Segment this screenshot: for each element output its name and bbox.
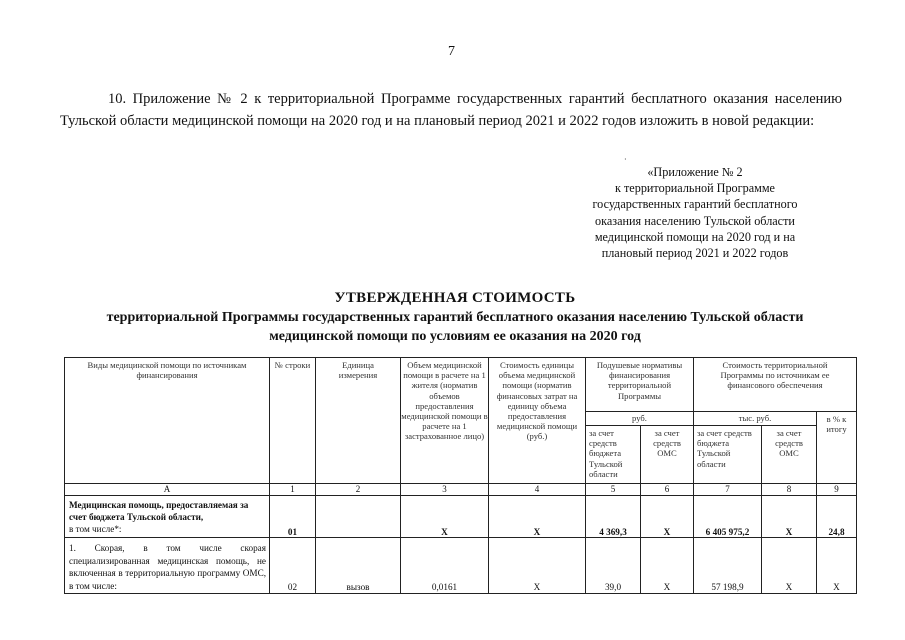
table-row (65, 538, 857, 594)
row-number: 01 (270, 496, 316, 538)
table-row (65, 496, 857, 538)
header-volume: Объем медицинской помощи в расчете на 1 жителя (норматив объемов предоставления медицинской помощи в расчете на 1 застрахованное лицо) (401, 358, 489, 484)
row-pct: Х (817, 538, 857, 594)
row-unit (316, 496, 401, 538)
row-pc-oms: Х (641, 538, 694, 594)
index-cell: 6 (641, 484, 694, 496)
header-oms: за счет средств ОМС (641, 426, 694, 484)
intro-text: 10. Приложение № 2 к территориальной Программе государственных гарантий бесплатного оказания населению Тульской области медицинской помощи на 2020 год и на плановый период 2021 и 2022 годов изложить в новой редакции: (60, 91, 842, 129)
index-cell: 3 (401, 484, 489, 496)
row-c-budget: 6 405 975,2 (694, 496, 762, 538)
row-volume: Х (401, 496, 489, 538)
header-budget: за счет средств бюджета Тульской области (586, 426, 641, 484)
row-name-tail: в том числе*: (69, 524, 122, 534)
header-oms-thous: за счет средств ОМС (762, 426, 817, 484)
title-main: УТВЕРЖДЕННАЯ СТОИМОСТЬ (334, 290, 576, 306)
index-cell: 1 (270, 484, 316, 496)
cost-table (64, 357, 857, 594)
row-name (65, 496, 270, 538)
appendix-line: плановый период 2021 и 2022 годов (601, 246, 789, 261)
appendix-line: к территориальной Программе (615, 181, 775, 196)
header-row-no: № строки (270, 358, 316, 484)
row-cost: Х (489, 496, 586, 538)
appendix-line: медицинской помощи на 2020 год и на (594, 229, 796, 244)
row-pc-oms: Х (641, 496, 694, 538)
appendix-line: государственных гарантий бесплатного (592, 197, 798, 212)
index-cell: 2 (316, 484, 401, 496)
row-pc-budget: 4 369,3 (586, 496, 641, 538)
row-c-oms: Х (762, 496, 817, 538)
appendix-line: «Приложение № 2 (647, 165, 743, 179)
index-cell: 8 (762, 484, 817, 496)
header-types: Виды медицинской помощи по источникам финансирования (65, 358, 270, 484)
header-cost-unit: Стоимость единицы объема медицинской помощи (норматив финансовых затрат на единицу объема предоставления медицинской помощи (руб.) (489, 358, 586, 484)
index-cell: 5 (586, 484, 641, 496)
header-percent: в % к итогу (817, 412, 857, 484)
document-title (60, 289, 850, 346)
index-cell: 4 (489, 484, 586, 496)
row-c-budget: 57 198,9 (694, 538, 762, 594)
header-rub: руб. (586, 412, 694, 426)
header-thous-rub: тыс. руб. (694, 412, 817, 426)
row-cost: Х (489, 538, 586, 594)
header-unit: Единица измерения (316, 358, 401, 484)
row-name-text: Медицинская помощь, предоставляемая за счет бюджета Тульской области, (69, 500, 249, 522)
header-budget-thous: за счет средств бюджета Тульской области (694, 426, 762, 484)
row-c-oms: Х (762, 538, 817, 594)
title-line-2: территориальной Программы государственных гарантий бесплатного оказания населению Тульской области (106, 310, 804, 325)
index-cell: 9 (817, 484, 857, 496)
row-volume: 0,0161 (401, 538, 489, 594)
row-name: 1. Скорая, в том числе скорая специализированная медицинская помощь, не включенная в территориальную программу ОМС, в том числе: (65, 538, 270, 594)
intro-paragraph (60, 88, 842, 132)
index-cell: 7 (694, 484, 762, 496)
stray-mark: · (624, 155, 627, 164)
title-line-3: медицинской помощи по условиям ее оказания на 2020 год (269, 329, 641, 344)
header-per-capita: Подушевые нормативы финансирования территориальной Программы (586, 358, 694, 412)
index-cell: А (65, 484, 270, 496)
row-unit: вызов (316, 538, 401, 594)
row-number: 02 (270, 538, 316, 594)
page-number: 7 (448, 44, 455, 59)
row-pct: 24,8 (817, 496, 857, 538)
header-cost-program: Стоимость территориальной Программы по источникам ее финансового обеспечения (694, 358, 857, 412)
appendix-header (585, 164, 805, 261)
row-pc-budget: 39,0 (586, 538, 641, 594)
appendix-line: оказания населению Тульской области (595, 213, 795, 228)
